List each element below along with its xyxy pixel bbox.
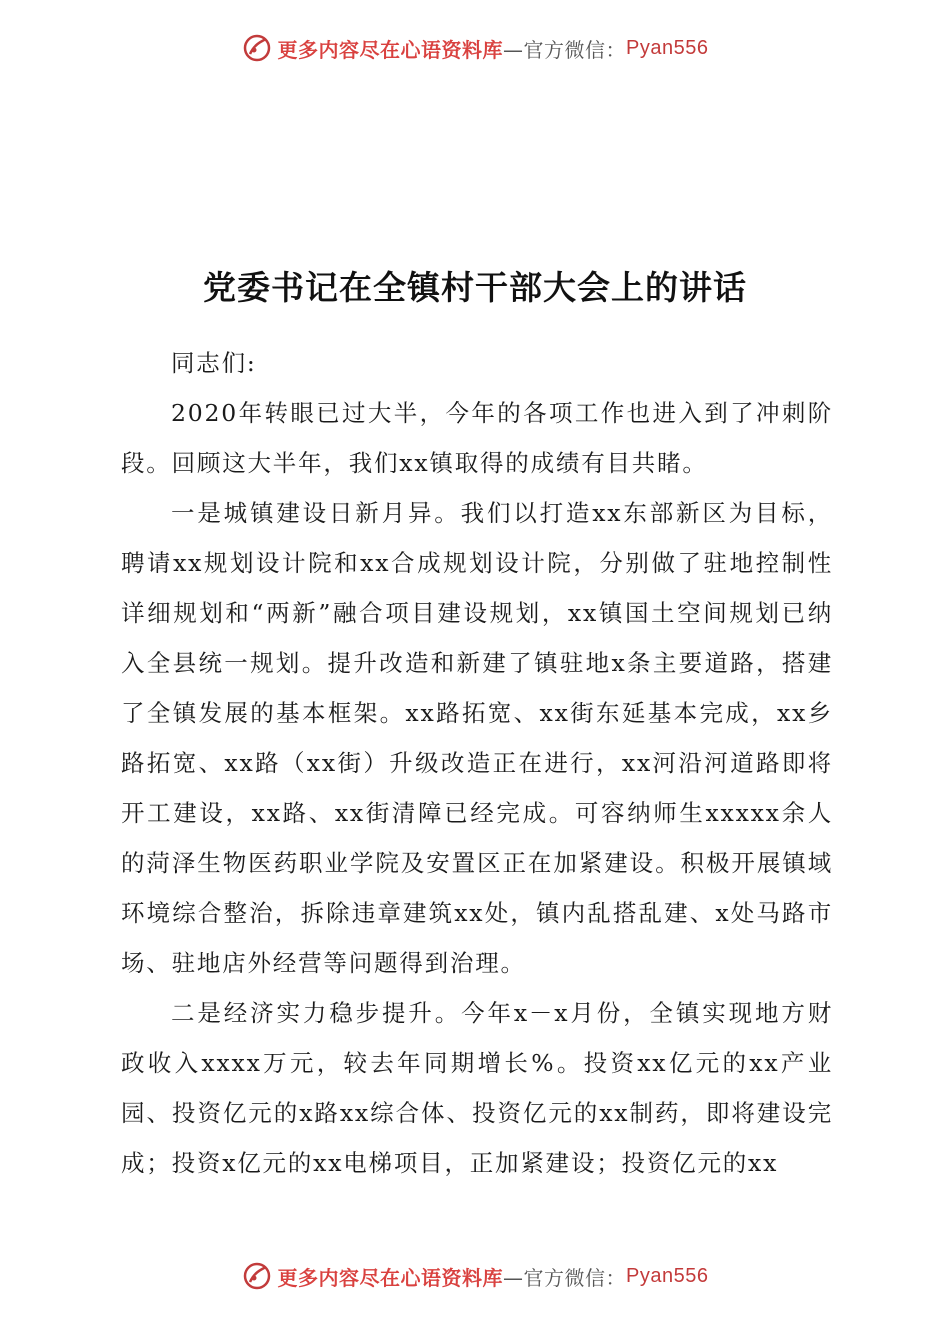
document-body xyxy=(121,338,833,1188)
footer-banner xyxy=(0,1256,950,1296)
paragraph: 二是经济实力稳步提升。今年x－x月份，全镇实现地方财政收入xxxx万元，较去年同期增长%。投资xx亿元的xx产业园、投资亿元的x路xx综合体、投资亿元的xx制药，即将建设完成；投资x亿元的xx电梯项目，正加紧建设；投资亿元的xx xyxy=(121,999,833,1177)
banner-text-separator: —官方微信： xyxy=(503,1265,627,1290)
banner-text-separator: —官方微信： xyxy=(503,37,627,62)
banner-text-main: 更多内容尽在心语资料库 xyxy=(277,37,504,62)
banner-wechat-id: Pyan556 xyxy=(626,36,709,59)
document-title: 党委书记在全镇村干部大会上的讲话 xyxy=(203,268,747,307)
paragraph: 同志们: xyxy=(171,349,257,377)
paragraph: 一是城镇建设日新月异。我们以打造xx东部新区为目标，聘请xx规划设计院和xx合成规划设计院，分别做了驻地控制性详细规划和“两新”融合项目建设规划，xx镇国土空间规划已纳入全县统一规划。提升改造和新建了镇驻地x条主要道路，搭建了全镇发展的基本框架。xx路拓宽、xx街东延基本完成，xx乡路拓宽、xx路（xx街）升级改造正在进行，xx河沿河道路即将开工建设，xx路、xx街清障已经完成。可容纳师生xxxxx余人的菏泽生物医药职业学院及安置区正在加紧建设。积极开展镇域环境综合整治，拆除违章建筑xx处，镇内乱搭乱建、x处马路市场、驻地店外经营等问题得到治理。 xyxy=(121,499,833,977)
logo-icon xyxy=(242,33,272,63)
header-banner xyxy=(0,28,950,68)
banner-wechat-id: Pyan556 xyxy=(626,1264,709,1287)
paragraph: 2020年转眼已过大半，今年的各项工作也进入到了冲刺阶段。回顾这大半年，我们xx镇取得的成绩有目共睹。 xyxy=(121,399,833,477)
logo-icon xyxy=(242,1261,272,1291)
banner-text-main: 更多内容尽在心语资料库 xyxy=(277,1265,504,1290)
